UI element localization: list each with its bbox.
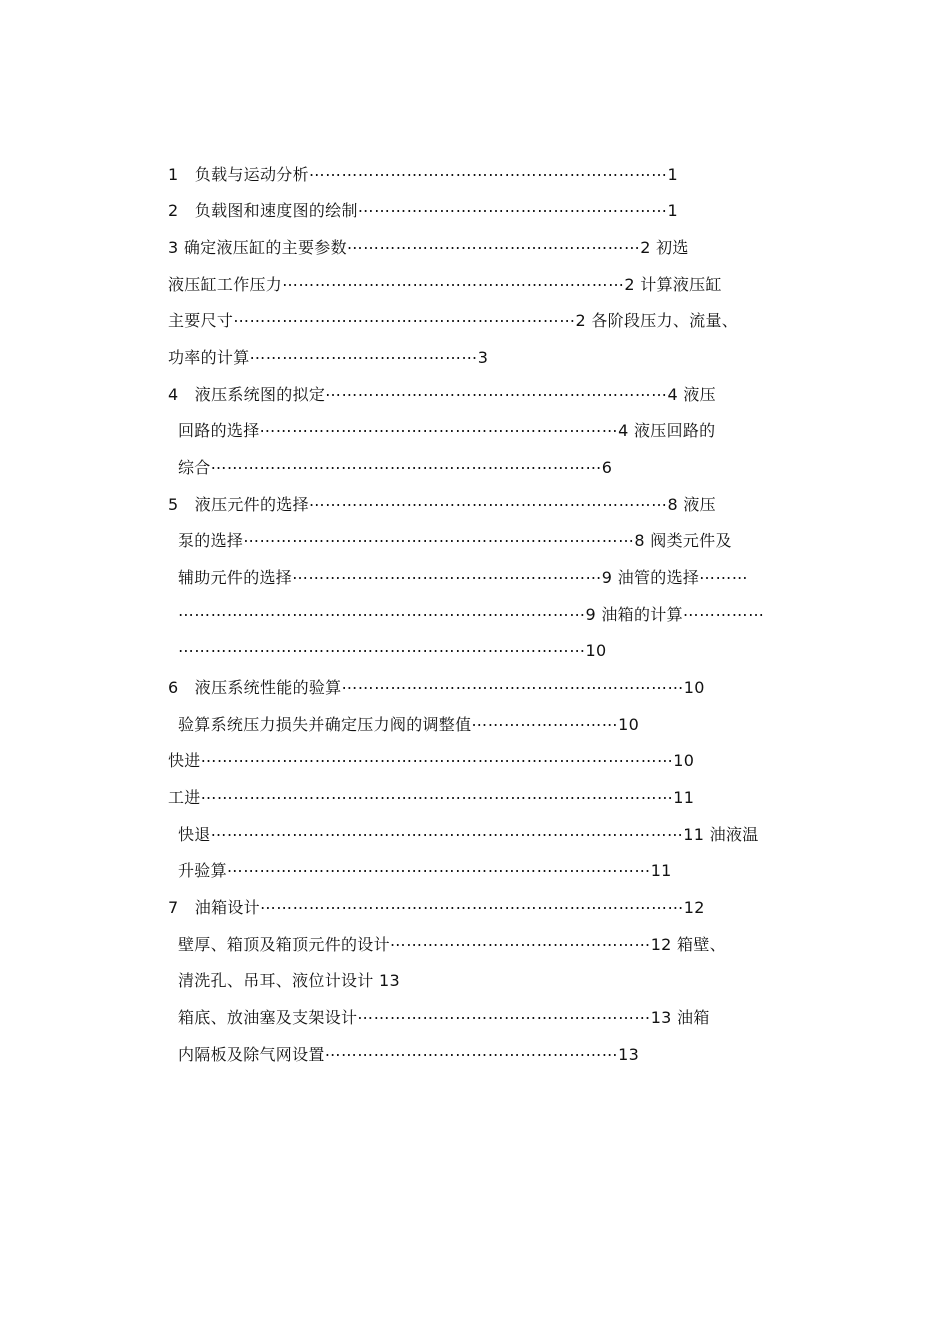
toc-line: 主要尺寸⋯⋯⋯⋯⋯⋯⋯⋯⋯⋯⋯⋯⋯⋯⋯⋯⋯⋯⋯⋯⋯2 各阶段压力、流量、 bbox=[168, 311, 739, 330]
toc-line: ⋯⋯⋯⋯⋯⋯⋯⋯⋯⋯⋯⋯⋯⋯⋯⋯⋯⋯⋯⋯⋯⋯⋯⋯⋯10 bbox=[178, 641, 607, 660]
toc-line: 升验算⋯⋯⋯⋯⋯⋯⋯⋯⋯⋯⋯⋯⋯⋯⋯⋯⋯⋯⋯⋯⋯⋯⋯⋯⋯⋯11 bbox=[178, 861, 672, 880]
toc-line: 壁厚、箱顶及箱顶元件的设计⋯⋯⋯⋯⋯⋯⋯⋯⋯⋯⋯⋯⋯⋯⋯⋯12 箱壁、 bbox=[178, 935, 726, 954]
toc-line: 功率的计算⋯⋯⋯⋯⋯⋯⋯⋯⋯⋯⋯⋯⋯⋯3 bbox=[168, 348, 489, 367]
toc-line: 辅助元件的选择⋯⋯⋯⋯⋯⋯⋯⋯⋯⋯⋯⋯⋯⋯⋯⋯⋯⋯⋯9 油管的选择⋯⋯⋯ bbox=[178, 568, 749, 587]
toc-line: 1 负载与运动分析⋯⋯⋯⋯⋯⋯⋯⋯⋯⋯⋯⋯⋯⋯⋯⋯⋯⋯⋯⋯⋯⋯1 bbox=[168, 165, 678, 184]
toc-line: 内隔板及除气网设置⋯⋯⋯⋯⋯⋯⋯⋯⋯⋯⋯⋯⋯⋯⋯⋯⋯⋯13 bbox=[178, 1045, 640, 1064]
toc-line: 验算系统压力损失并确定压力阀的调整值⋯⋯⋯⋯⋯⋯⋯⋯⋯10 bbox=[178, 715, 640, 734]
toc-line: 快退⋯⋯⋯⋯⋯⋯⋯⋯⋯⋯⋯⋯⋯⋯⋯⋯⋯⋯⋯⋯⋯⋯⋯⋯⋯⋯⋯⋯⋯11 油液温 bbox=[178, 825, 759, 844]
toc-line: 6 液压系统性能的验算⋯⋯⋯⋯⋯⋯⋯⋯⋯⋯⋯⋯⋯⋯⋯⋯⋯⋯⋯⋯⋯10 bbox=[168, 678, 705, 697]
toc-line: 综合⋯⋯⋯⋯⋯⋯⋯⋯⋯⋯⋯⋯⋯⋯⋯⋯⋯⋯⋯⋯⋯⋯⋯⋯6 bbox=[178, 458, 613, 477]
toc-line: 3 确定液压缸的主要参数⋯⋯⋯⋯⋯⋯⋯⋯⋯⋯⋯⋯⋯⋯⋯⋯⋯⋯2 初选 bbox=[168, 238, 689, 257]
toc-line: 工进⋯⋯⋯⋯⋯⋯⋯⋯⋯⋯⋯⋯⋯⋯⋯⋯⋯⋯⋯⋯⋯⋯⋯⋯⋯⋯⋯⋯⋯11 bbox=[168, 788, 695, 807]
toc-line: 液压缸工作压力⋯⋯⋯⋯⋯⋯⋯⋯⋯⋯⋯⋯⋯⋯⋯⋯⋯⋯⋯⋯⋯2 计算液压缸 bbox=[168, 275, 722, 294]
toc-line: 快进⋯⋯⋯⋯⋯⋯⋯⋯⋯⋯⋯⋯⋯⋯⋯⋯⋯⋯⋯⋯⋯⋯⋯⋯⋯⋯⋯⋯⋯10 bbox=[168, 751, 695, 770]
toc-line: ⋯⋯⋯⋯⋯⋯⋯⋯⋯⋯⋯⋯⋯⋯⋯⋯⋯⋯⋯⋯⋯⋯⋯⋯⋯9 油箱的计算⋯⋯⋯⋯⋯ bbox=[178, 605, 765, 624]
toc-line: 2 负载图和速度图的绘制⋯⋯⋯⋯⋯⋯⋯⋯⋯⋯⋯⋯⋯⋯⋯⋯⋯⋯⋯1 bbox=[168, 201, 678, 220]
toc-line: 5 液压元件的选择⋯⋯⋯⋯⋯⋯⋯⋯⋯⋯⋯⋯⋯⋯⋯⋯⋯⋯⋯⋯⋯⋯8 液压 bbox=[168, 495, 716, 514]
toc-line: 清洗孔、吊耳、液位计设计 13 bbox=[178, 971, 400, 990]
toc-line: 箱底、放油塞及支架设计⋯⋯⋯⋯⋯⋯⋯⋯⋯⋯⋯⋯⋯⋯⋯⋯⋯⋯13 油箱 bbox=[178, 1008, 710, 1027]
toc-line: 回路的选择⋯⋯⋯⋯⋯⋯⋯⋯⋯⋯⋯⋯⋯⋯⋯⋯⋯⋯⋯⋯⋯⋯4 液压回路的 bbox=[178, 421, 716, 440]
toc-line: 泵的选择⋯⋯⋯⋯⋯⋯⋯⋯⋯⋯⋯⋯⋯⋯⋯⋯⋯⋯⋯⋯⋯⋯⋯⋯8 阀类元件及 bbox=[178, 531, 732, 550]
toc-line: 4 液压系统图的拟定⋯⋯⋯⋯⋯⋯⋯⋯⋯⋯⋯⋯⋯⋯⋯⋯⋯⋯⋯⋯⋯4 液压 bbox=[168, 385, 716, 404]
toc-line: 7 油箱设计⋯⋯⋯⋯⋯⋯⋯⋯⋯⋯⋯⋯⋯⋯⋯⋯⋯⋯⋯⋯⋯⋯⋯⋯⋯⋯12 bbox=[168, 898, 705, 917]
